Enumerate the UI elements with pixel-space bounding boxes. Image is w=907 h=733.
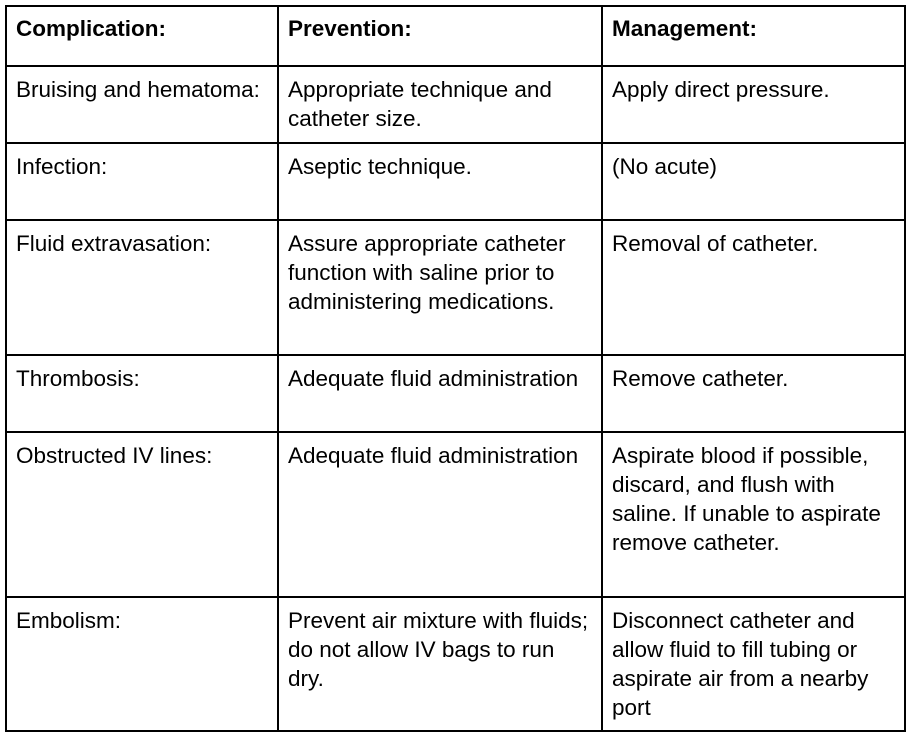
prevention-cell: Aseptic technique. <box>278 143 602 220</box>
table-row <box>6 432 905 597</box>
prevention-cell: Prevent air mixture with fluids; do not allow IV bags to run dry. <box>278 597 602 731</box>
management-cell: Aspirate blood if possible, discard, and flush with saline. If unable to aspirate remove catheter. <box>602 432 905 597</box>
table-row <box>6 143 905 220</box>
complication-cell: Thrombosis: <box>6 355 278 432</box>
complication-cell: Fluid extravasation: <box>6 220 278 355</box>
table-row <box>6 355 905 432</box>
table-row <box>6 66 905 143</box>
prevention-cell: Appropriate technique and catheter size. <box>278 66 602 143</box>
table-row <box>6 220 905 355</box>
complication-cell: Bruising and hematoma: <box>6 66 278 143</box>
table-header-row <box>6 6 905 66</box>
management-cell: Apply direct pressure. <box>602 66 905 143</box>
management-cell: Disconnect catheter and allow fluid to fill tubing or aspirate air from a nearby port <box>602 597 905 731</box>
header-prevention: Prevention: <box>278 6 602 66</box>
complication-cell: Obstructed IV lines: <box>6 432 278 597</box>
header-complication: Complication: <box>6 6 278 66</box>
prevention-cell: Assure appropriate catheter function with saline prior to administering medications. <box>278 220 602 355</box>
prevention-cell: Adequate fluid administration <box>278 432 602 597</box>
prevention-cell: Adequate fluid administration <box>278 355 602 432</box>
complication-cell: Infection: <box>6 143 278 220</box>
header-management: Management: <box>602 6 905 66</box>
management-cell: Removal of catheter. <box>602 220 905 355</box>
complication-cell: Embolism: <box>6 597 278 731</box>
management-cell: Remove catheter. <box>602 355 905 432</box>
complications-table <box>5 5 906 732</box>
table-row <box>6 597 905 731</box>
management-cell: (No acute) <box>602 143 905 220</box>
